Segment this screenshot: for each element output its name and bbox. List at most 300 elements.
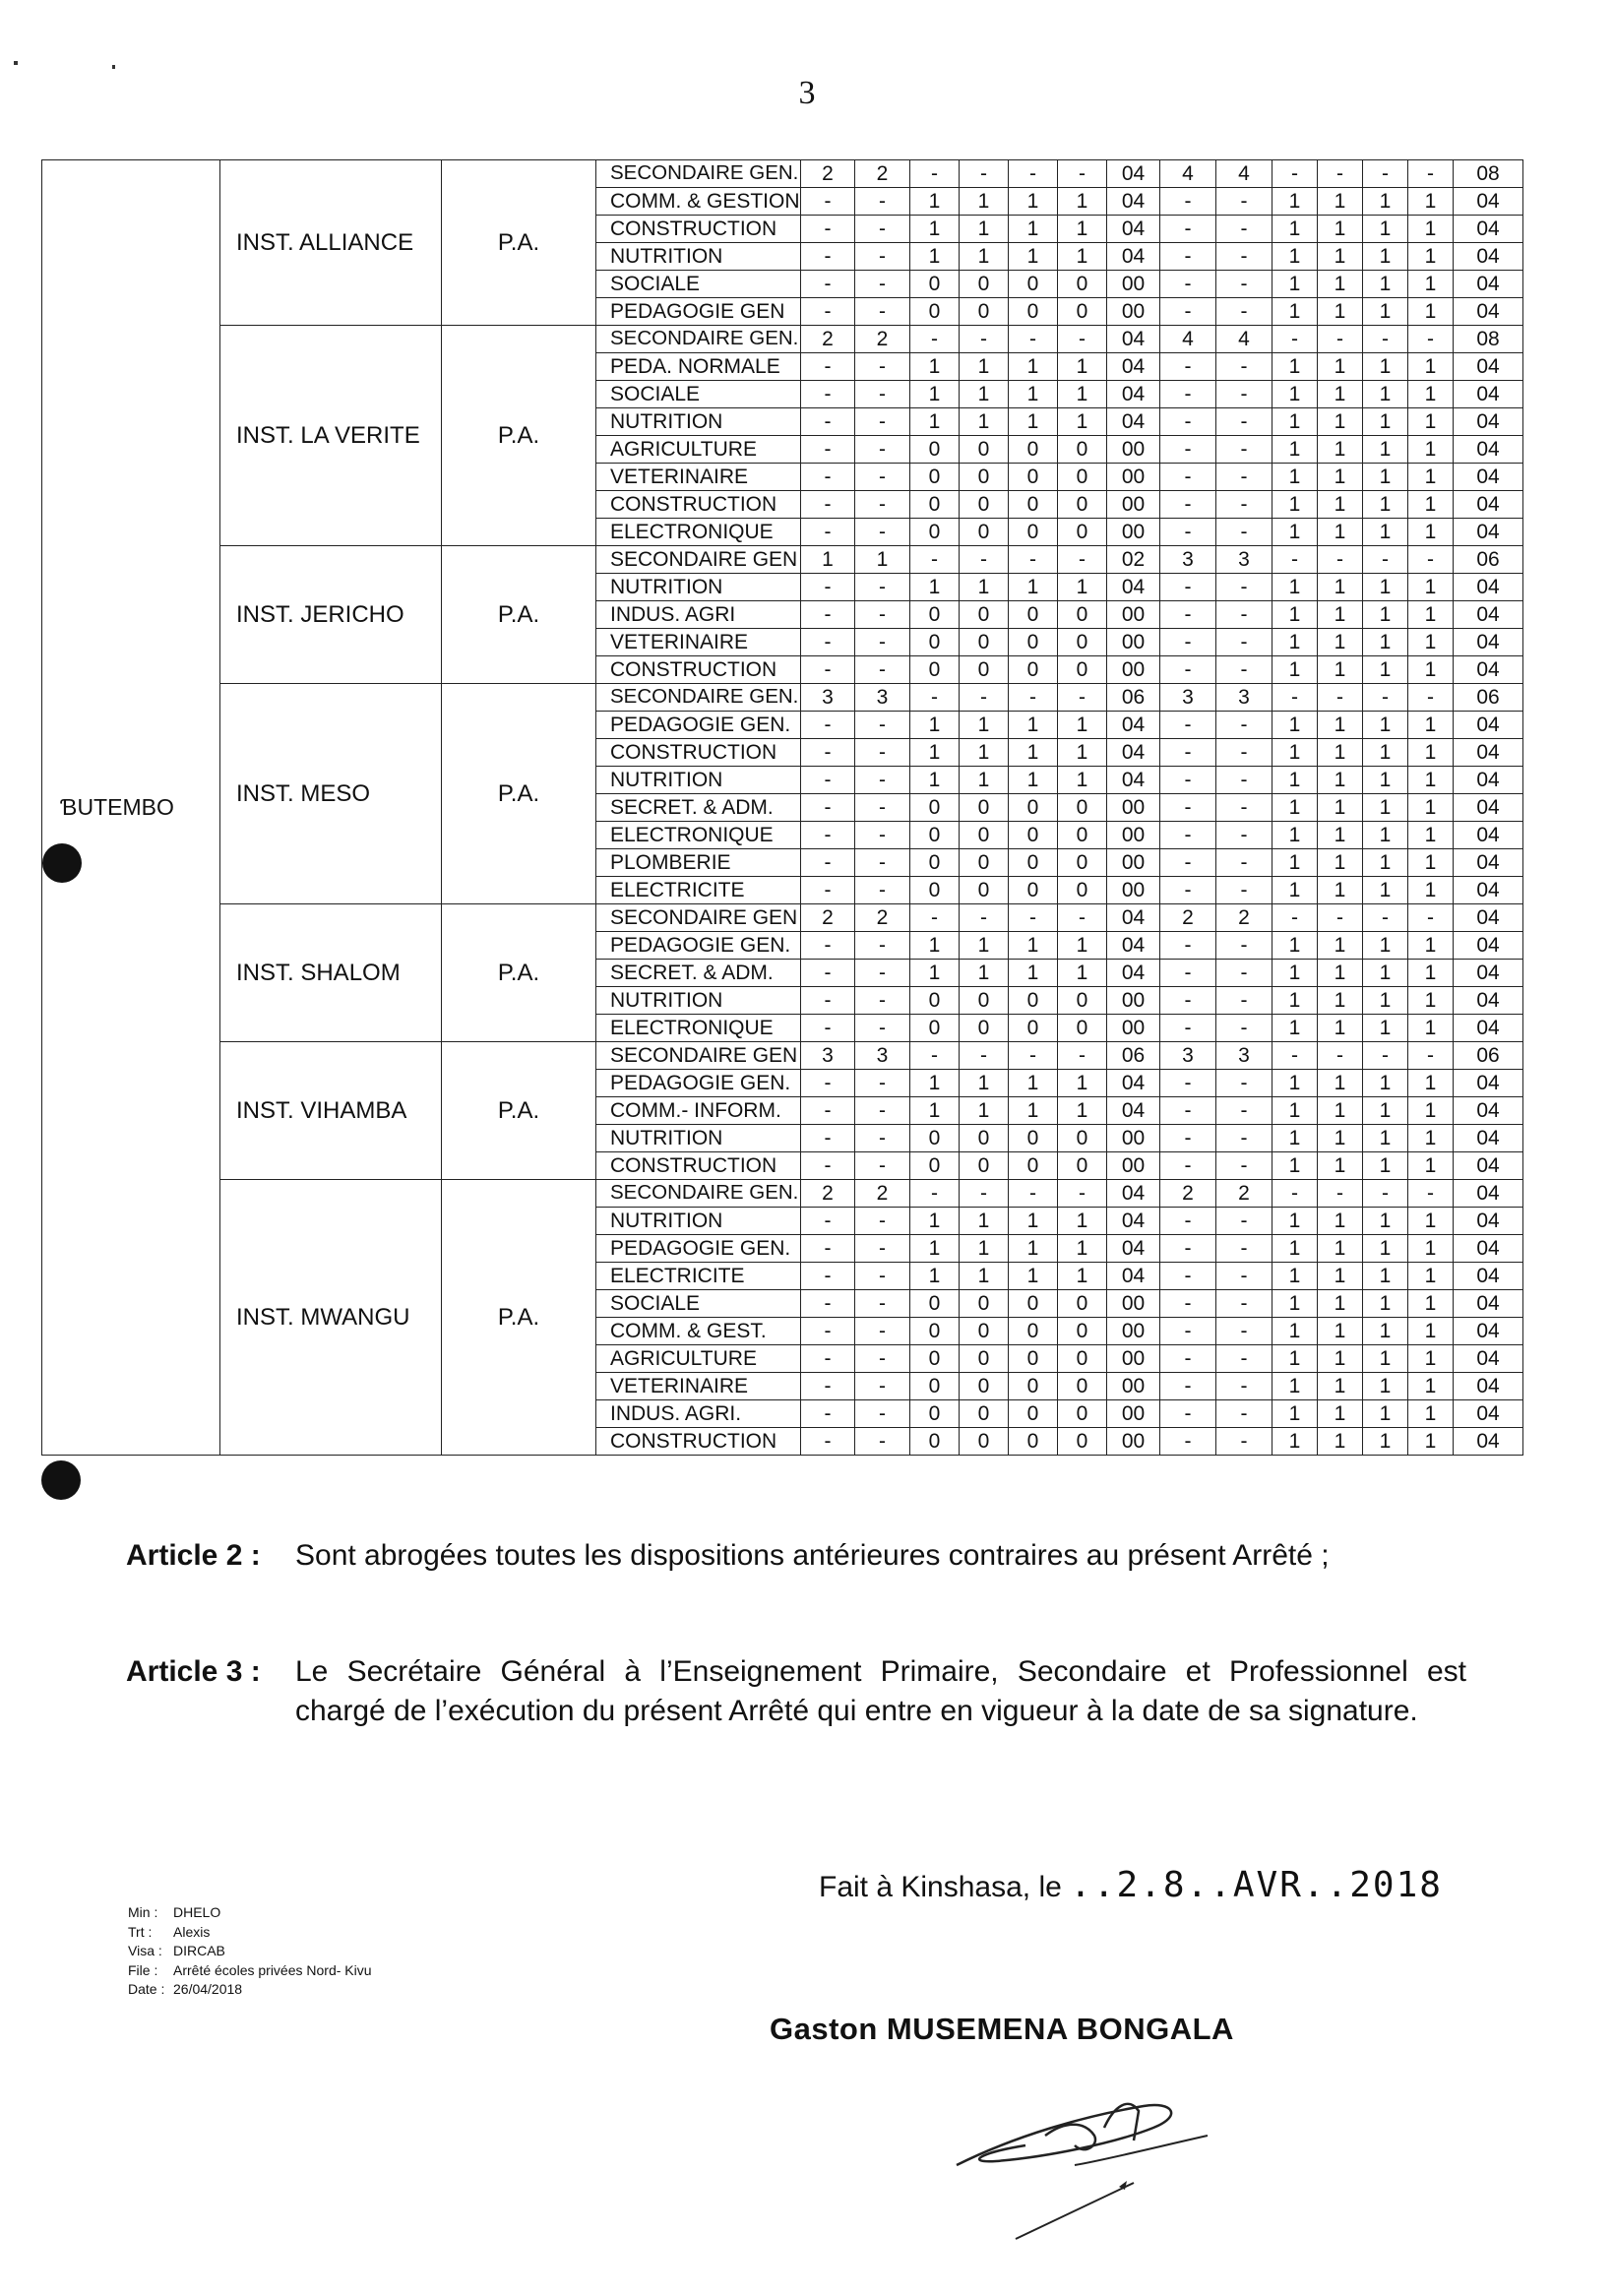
count-cell: 4 xyxy=(1216,326,1273,353)
count-cell: 1 xyxy=(1273,822,1318,849)
count-cell: - xyxy=(1216,216,1273,243)
count-cell: 1 xyxy=(1318,298,1363,326)
count-cell: 1 xyxy=(910,408,960,436)
count-cell: - xyxy=(855,601,910,629)
count-cell: 04 xyxy=(1454,1152,1523,1180)
count-cell: 1 xyxy=(1009,408,1058,436)
count-cell: 06 xyxy=(1454,546,1523,574)
count-cell: 0 xyxy=(1009,1290,1058,1318)
count-cell: 1 xyxy=(1009,216,1058,243)
count-cell: - xyxy=(1216,1208,1273,1235)
count-cell: - xyxy=(1216,1290,1273,1318)
count-cell: 1 xyxy=(1318,932,1363,960)
count-cell: - xyxy=(910,904,960,932)
option-name: SECONDAIRE GEN. xyxy=(596,326,801,353)
count-cell: 04 xyxy=(1107,574,1160,601)
count-cell: 1 xyxy=(1318,216,1363,243)
count-cell: 00 xyxy=(1107,1015,1160,1042)
count-cell: - xyxy=(855,794,910,822)
count-cell: 04 xyxy=(1454,353,1523,381)
count-cell: 04 xyxy=(1454,1015,1523,1042)
option-name: NUTRITION xyxy=(596,987,801,1015)
count-cell: 1 xyxy=(1318,629,1363,656)
count-cell: - xyxy=(855,656,910,684)
count-cell: 1 xyxy=(1363,574,1408,601)
count-cell: 04 xyxy=(1454,1428,1523,1456)
count-cell: - xyxy=(801,271,855,298)
count-cell: 1 xyxy=(910,1235,960,1263)
count-cell: - xyxy=(801,464,855,491)
count-cell: 00 xyxy=(1107,794,1160,822)
count-cell: - xyxy=(1216,491,1273,519)
count-cell: 1 xyxy=(1408,932,1454,960)
count-cell: 1 xyxy=(1009,932,1058,960)
count-cell: 2 xyxy=(801,326,855,353)
count-cell: 1 xyxy=(1408,656,1454,684)
count-cell: - xyxy=(855,574,910,601)
count-cell: - xyxy=(1318,904,1363,932)
option-name: ELECTRONIQUE xyxy=(596,1015,801,1042)
count-cell: 0 xyxy=(910,1318,960,1345)
count-cell: 1 xyxy=(1273,794,1318,822)
count-cell: 0 xyxy=(910,436,960,464)
count-cell: 1 xyxy=(1318,877,1363,904)
count-cell: 04 xyxy=(1454,1235,1523,1263)
count-cell: 08 xyxy=(1454,160,1523,188)
count-cell: - xyxy=(801,298,855,326)
count-cell: 1 xyxy=(1009,1208,1058,1235)
count-cell: 1 xyxy=(1318,1208,1363,1235)
count-cell: 1 xyxy=(1408,298,1454,326)
count-cell: - xyxy=(960,684,1009,712)
count-cell: - xyxy=(1160,271,1216,298)
count-cell: 04 xyxy=(1107,160,1160,188)
count-cell: 1 xyxy=(1273,381,1318,408)
count-cell: 1 xyxy=(1009,960,1058,987)
count-cell: 1 xyxy=(1363,1235,1408,1263)
count-cell: - xyxy=(1408,904,1454,932)
count-cell: 0 xyxy=(910,271,960,298)
count-cell: 1 xyxy=(1408,1015,1454,1042)
count-cell: 04 xyxy=(1454,877,1523,904)
count-cell: 0 xyxy=(910,794,960,822)
count-cell: - xyxy=(801,1097,855,1125)
count-cell: - xyxy=(1160,298,1216,326)
count-cell: - xyxy=(801,739,855,767)
count-cell: 0 xyxy=(960,1400,1009,1428)
count-cell: - xyxy=(855,1070,910,1097)
count-cell: - xyxy=(1216,987,1273,1015)
count-cell: 1 xyxy=(1408,1263,1454,1290)
count-cell: - xyxy=(1160,188,1216,216)
count-cell: 0 xyxy=(910,877,960,904)
count-cell: 1 xyxy=(1318,243,1363,271)
count-cell: 1 xyxy=(1363,987,1408,1015)
count-cell: 3 xyxy=(1216,546,1273,574)
count-cell: - xyxy=(801,822,855,849)
count-cell: 0 xyxy=(910,1015,960,1042)
count-cell: 1 xyxy=(1363,519,1408,546)
count-cell: 0 xyxy=(960,1015,1009,1042)
count-cell: - xyxy=(801,1263,855,1290)
count-cell: 1 xyxy=(1273,1400,1318,1428)
count-cell: 0 xyxy=(1009,1152,1058,1180)
option-name: SECRET. & ADM. xyxy=(596,960,801,987)
count-cell: 0 xyxy=(1058,1015,1107,1042)
count-cell: 04 xyxy=(1454,436,1523,464)
count-cell: 04 xyxy=(1454,932,1523,960)
count-cell: 1 xyxy=(1408,1373,1454,1400)
count-cell: - xyxy=(1160,1345,1216,1373)
count-cell: 0 xyxy=(960,1373,1009,1400)
school-name: INST. MWANGU xyxy=(220,1180,442,1456)
article-3 xyxy=(126,1652,1484,1780)
option-name: NUTRITION xyxy=(596,574,801,601)
place-and-date xyxy=(819,1865,1443,1905)
count-cell: 0 xyxy=(960,271,1009,298)
count-cell: 1 xyxy=(1273,1318,1318,1345)
count-cell: - xyxy=(1216,1015,1273,1042)
count-cell: 3 xyxy=(801,684,855,712)
count-cell: 2 xyxy=(855,1180,910,1208)
count-cell: 3 xyxy=(801,1042,855,1070)
count-cell: - xyxy=(855,1208,910,1235)
count-cell: 1 xyxy=(1273,216,1318,243)
count-cell: - xyxy=(801,849,855,877)
count-cell: - xyxy=(1216,712,1273,739)
count-cell: 1 xyxy=(1318,1318,1363,1345)
count-cell: 1 xyxy=(1273,1373,1318,1400)
count-cell: 1 xyxy=(1318,1373,1363,1400)
option-name: NUTRITION xyxy=(596,1208,801,1235)
count-cell: 0 xyxy=(910,1400,960,1428)
count-cell: 0 xyxy=(1058,1428,1107,1456)
count-cell: 1 xyxy=(1273,491,1318,519)
count-cell: 04 xyxy=(1454,987,1523,1015)
count-cell: - xyxy=(1216,1235,1273,1263)
count-cell: - xyxy=(801,712,855,739)
count-cell: 1 xyxy=(1058,216,1107,243)
count-cell: 0 xyxy=(1009,794,1058,822)
count-cell: 1 xyxy=(960,739,1009,767)
count-cell: - xyxy=(1273,904,1318,932)
count-cell: 0 xyxy=(910,491,960,519)
count-cell: 1 xyxy=(1363,1070,1408,1097)
count-cell: 1 xyxy=(1318,436,1363,464)
count-cell: - xyxy=(1009,904,1058,932)
count-cell: 2 xyxy=(1160,1180,1216,1208)
count-cell: - xyxy=(801,1125,855,1152)
count-cell: 3 xyxy=(1160,1042,1216,1070)
count-cell: - xyxy=(855,1400,910,1428)
count-cell: - xyxy=(1160,408,1216,436)
count-cell: - xyxy=(1160,1097,1216,1125)
count-cell: 1 xyxy=(1363,739,1408,767)
option-name: PEDAGOGIE GEN. xyxy=(596,712,801,739)
school-name: INST. LA VERITE xyxy=(220,326,442,546)
count-cell: 1 xyxy=(910,216,960,243)
count-cell: 1 xyxy=(1273,1428,1318,1456)
count-cell: - xyxy=(855,1235,910,1263)
count-cell: 04 xyxy=(1107,216,1160,243)
count-cell: 1 xyxy=(910,1208,960,1235)
count-cell: 1 xyxy=(1408,767,1454,794)
count-cell: 1 xyxy=(1009,243,1058,271)
count-cell: 1 xyxy=(1363,656,1408,684)
option-name: ELECTRONIQUE xyxy=(596,822,801,849)
count-cell: 1 xyxy=(1363,436,1408,464)
option-name: ELECTRICITE xyxy=(596,877,801,904)
count-cell: - xyxy=(1216,271,1273,298)
count-cell: 1 xyxy=(960,767,1009,794)
count-cell: 1 xyxy=(1363,877,1408,904)
count-cell: 1 xyxy=(910,1070,960,1097)
count-cell: 1 xyxy=(1058,353,1107,381)
count-cell: 1 xyxy=(1318,1290,1363,1318)
count-cell: 1 xyxy=(1408,960,1454,987)
table-row xyxy=(42,326,1523,353)
count-cell: - xyxy=(801,877,855,904)
count-cell: 06 xyxy=(1454,1042,1523,1070)
count-cell: 1 xyxy=(1408,1428,1454,1456)
count-cell: 0 xyxy=(960,822,1009,849)
count-cell: 1 xyxy=(1363,822,1408,849)
count-cell: - xyxy=(1216,1152,1273,1180)
count-cell: - xyxy=(801,216,855,243)
count-cell: 04 xyxy=(1107,243,1160,271)
count-cell: - xyxy=(1058,684,1107,712)
count-cell: 2 xyxy=(801,160,855,188)
count-cell: 04 xyxy=(1454,519,1523,546)
count-cell: 04 xyxy=(1454,1373,1523,1400)
count-cell: - xyxy=(1318,326,1363,353)
count-cell: - xyxy=(855,1015,910,1042)
count-cell: 1 xyxy=(1408,1345,1454,1373)
count-cell: 0 xyxy=(1009,1015,1058,1042)
table-row xyxy=(42,684,1523,712)
count-cell: - xyxy=(1160,601,1216,629)
count-cell: 0 xyxy=(1009,1400,1058,1428)
count-cell: - xyxy=(801,491,855,519)
handwritten-signature xyxy=(937,2067,1232,2244)
count-cell: 00 xyxy=(1107,464,1160,491)
count-cell: - xyxy=(855,188,910,216)
count-cell: - xyxy=(801,188,855,216)
count-cell: 04 xyxy=(1107,960,1160,987)
count-cell: - xyxy=(855,1345,910,1373)
count-cell: 04 xyxy=(1107,326,1160,353)
ref-line: Min : DHELO xyxy=(128,1904,221,1920)
count-cell: 0 xyxy=(960,877,1009,904)
count-cell: 0 xyxy=(1058,1400,1107,1428)
count-cell: - xyxy=(1009,1180,1058,1208)
count-cell: 2 xyxy=(855,326,910,353)
count-cell: 1 xyxy=(1363,243,1408,271)
count-cell: 1 xyxy=(960,353,1009,381)
count-cell: - xyxy=(855,271,910,298)
count-cell: - xyxy=(960,546,1009,574)
count-cell: 1 xyxy=(1009,739,1058,767)
count-cell: - xyxy=(1318,1042,1363,1070)
count-cell: 00 xyxy=(1107,491,1160,519)
count-cell: 1 xyxy=(1318,987,1363,1015)
ref-line: Date : 26/04/2018 xyxy=(128,1981,243,1997)
count-cell: - xyxy=(1160,822,1216,849)
allocation-table xyxy=(41,159,1523,1456)
count-cell: 1 xyxy=(1408,1097,1454,1125)
count-cell: - xyxy=(1160,1152,1216,1180)
count-cell: - xyxy=(1216,243,1273,271)
count-cell: 04 xyxy=(1107,1235,1160,1263)
count-cell: 0 xyxy=(1058,298,1107,326)
count-cell: - xyxy=(910,160,960,188)
count-cell: 00 xyxy=(1107,298,1160,326)
count-cell: 1 xyxy=(1318,1400,1363,1428)
count-cell: - xyxy=(1160,629,1216,656)
count-cell: - xyxy=(1058,546,1107,574)
count-cell: - xyxy=(1318,1180,1363,1208)
count-cell: - xyxy=(801,1400,855,1428)
count-cell: 04 xyxy=(1454,1345,1523,1373)
count-cell: - xyxy=(801,1235,855,1263)
count-cell: 1 xyxy=(1408,629,1454,656)
count-cell: 1 xyxy=(960,1235,1009,1263)
count-cell: 1 xyxy=(960,216,1009,243)
count-cell: - xyxy=(855,629,910,656)
count-cell: 04 xyxy=(1107,739,1160,767)
count-cell: 3 xyxy=(1160,684,1216,712)
count-cell: 04 xyxy=(1454,767,1523,794)
option-name: VETERINAIRE xyxy=(596,1373,801,1400)
count-cell: 1 xyxy=(1273,243,1318,271)
count-cell: - xyxy=(1009,546,1058,574)
count-cell: 1 xyxy=(1363,216,1408,243)
count-cell: 02 xyxy=(1107,546,1160,574)
option-name: COMM. & GEST. xyxy=(596,1318,801,1345)
count-cell: 1 xyxy=(1318,1097,1363,1125)
option-name: AGRICULTURE xyxy=(596,436,801,464)
count-cell: 00 xyxy=(1107,877,1160,904)
count-cell: 1 xyxy=(1363,353,1408,381)
count-cell: - xyxy=(801,519,855,546)
count-cell: - xyxy=(1408,326,1454,353)
ref-line: Visa : DIRCAB xyxy=(128,1943,225,1958)
count-cell: 1 xyxy=(1408,877,1454,904)
count-cell: - xyxy=(1058,326,1107,353)
count-cell: 1 xyxy=(910,574,960,601)
count-cell: 00 xyxy=(1107,987,1160,1015)
count-cell: 1 xyxy=(1009,1235,1058,1263)
count-cell: 0 xyxy=(1058,1345,1107,1373)
count-cell: - xyxy=(1058,160,1107,188)
count-cell: - xyxy=(855,298,910,326)
count-cell: 2 xyxy=(1160,904,1216,932)
count-cell: 1 xyxy=(960,1263,1009,1290)
count-cell: - xyxy=(801,960,855,987)
count-cell: - xyxy=(855,960,910,987)
count-cell: 04 xyxy=(1454,712,1523,739)
count-cell: 1 xyxy=(910,353,960,381)
count-cell: - xyxy=(1408,1180,1454,1208)
count-cell: - xyxy=(1160,1290,1216,1318)
count-cell: 0 xyxy=(910,822,960,849)
ref-line: File : Arrêté écoles privées Nord- Kivu xyxy=(128,1961,372,1978)
article-3-label: Article 3 : xyxy=(126,1655,261,1688)
count-cell: 1 xyxy=(1318,491,1363,519)
count-cell: - xyxy=(855,877,910,904)
count-cell: - xyxy=(1160,1208,1216,1235)
count-cell: - xyxy=(801,601,855,629)
count-cell: 1 xyxy=(910,381,960,408)
count-cell: 1 xyxy=(910,243,960,271)
count-cell: - xyxy=(1160,1125,1216,1152)
count-cell: 0 xyxy=(960,1152,1009,1180)
count-cell: 04 xyxy=(1454,1290,1523,1318)
count-cell: 3 xyxy=(1160,546,1216,574)
school-type: P.A. xyxy=(442,546,596,684)
count-cell: 0 xyxy=(960,1290,1009,1318)
count-cell: 1 xyxy=(1363,1152,1408,1180)
count-cell: - xyxy=(1216,574,1273,601)
count-cell: 1 xyxy=(1318,767,1363,794)
count-cell: - xyxy=(801,1373,855,1400)
count-cell: 1 xyxy=(1408,1070,1454,1097)
option-name: CONSTRUCTION xyxy=(596,491,801,519)
option-name: SOCIALE xyxy=(596,271,801,298)
count-cell: - xyxy=(1216,960,1273,987)
count-cell: 04 xyxy=(1454,408,1523,436)
count-cell: 0 xyxy=(910,987,960,1015)
count-cell: 1 xyxy=(1408,436,1454,464)
count-cell: 1 xyxy=(1273,987,1318,1015)
count-cell: 1 xyxy=(1009,1097,1058,1125)
count-cell: 04 xyxy=(1454,601,1523,629)
count-cell: - xyxy=(1216,188,1273,216)
count-cell: 1 xyxy=(1408,188,1454,216)
count-cell: 1 xyxy=(1009,188,1058,216)
school-name: INST. VIHAMBA xyxy=(220,1042,442,1180)
article-2 xyxy=(126,1536,1484,1625)
count-cell: 0 xyxy=(1009,877,1058,904)
count-cell: - xyxy=(801,1152,855,1180)
count-cell: - xyxy=(1216,464,1273,491)
count-cell: 04 xyxy=(1107,381,1160,408)
table-row xyxy=(42,160,1523,188)
count-cell: - xyxy=(1058,1180,1107,1208)
count-cell: 0 xyxy=(1009,491,1058,519)
option-name: AGRICULTURE xyxy=(596,1345,801,1373)
count-cell: 04 xyxy=(1454,1125,1523,1152)
count-cell: 1 xyxy=(1058,1070,1107,1097)
count-cell: 1 xyxy=(960,1070,1009,1097)
count-cell: - xyxy=(855,1125,910,1152)
count-cell: - xyxy=(801,629,855,656)
count-cell: - xyxy=(855,987,910,1015)
count-cell: - xyxy=(1363,1180,1408,1208)
count-cell: 1 xyxy=(1408,1152,1454,1180)
count-cell: - xyxy=(1160,1235,1216,1263)
count-cell: 1 xyxy=(1318,271,1363,298)
ref-line: Trt : Alexis xyxy=(128,1923,211,1940)
count-cell: 00 xyxy=(1107,1345,1160,1373)
count-cell: - xyxy=(1363,160,1408,188)
punch-hole xyxy=(41,1460,81,1500)
allocation-table-body xyxy=(42,160,1523,1456)
count-cell: - xyxy=(1408,546,1454,574)
count-cell: - xyxy=(855,712,910,739)
count-cell: - xyxy=(1216,1263,1273,1290)
count-cell: 0 xyxy=(1009,849,1058,877)
